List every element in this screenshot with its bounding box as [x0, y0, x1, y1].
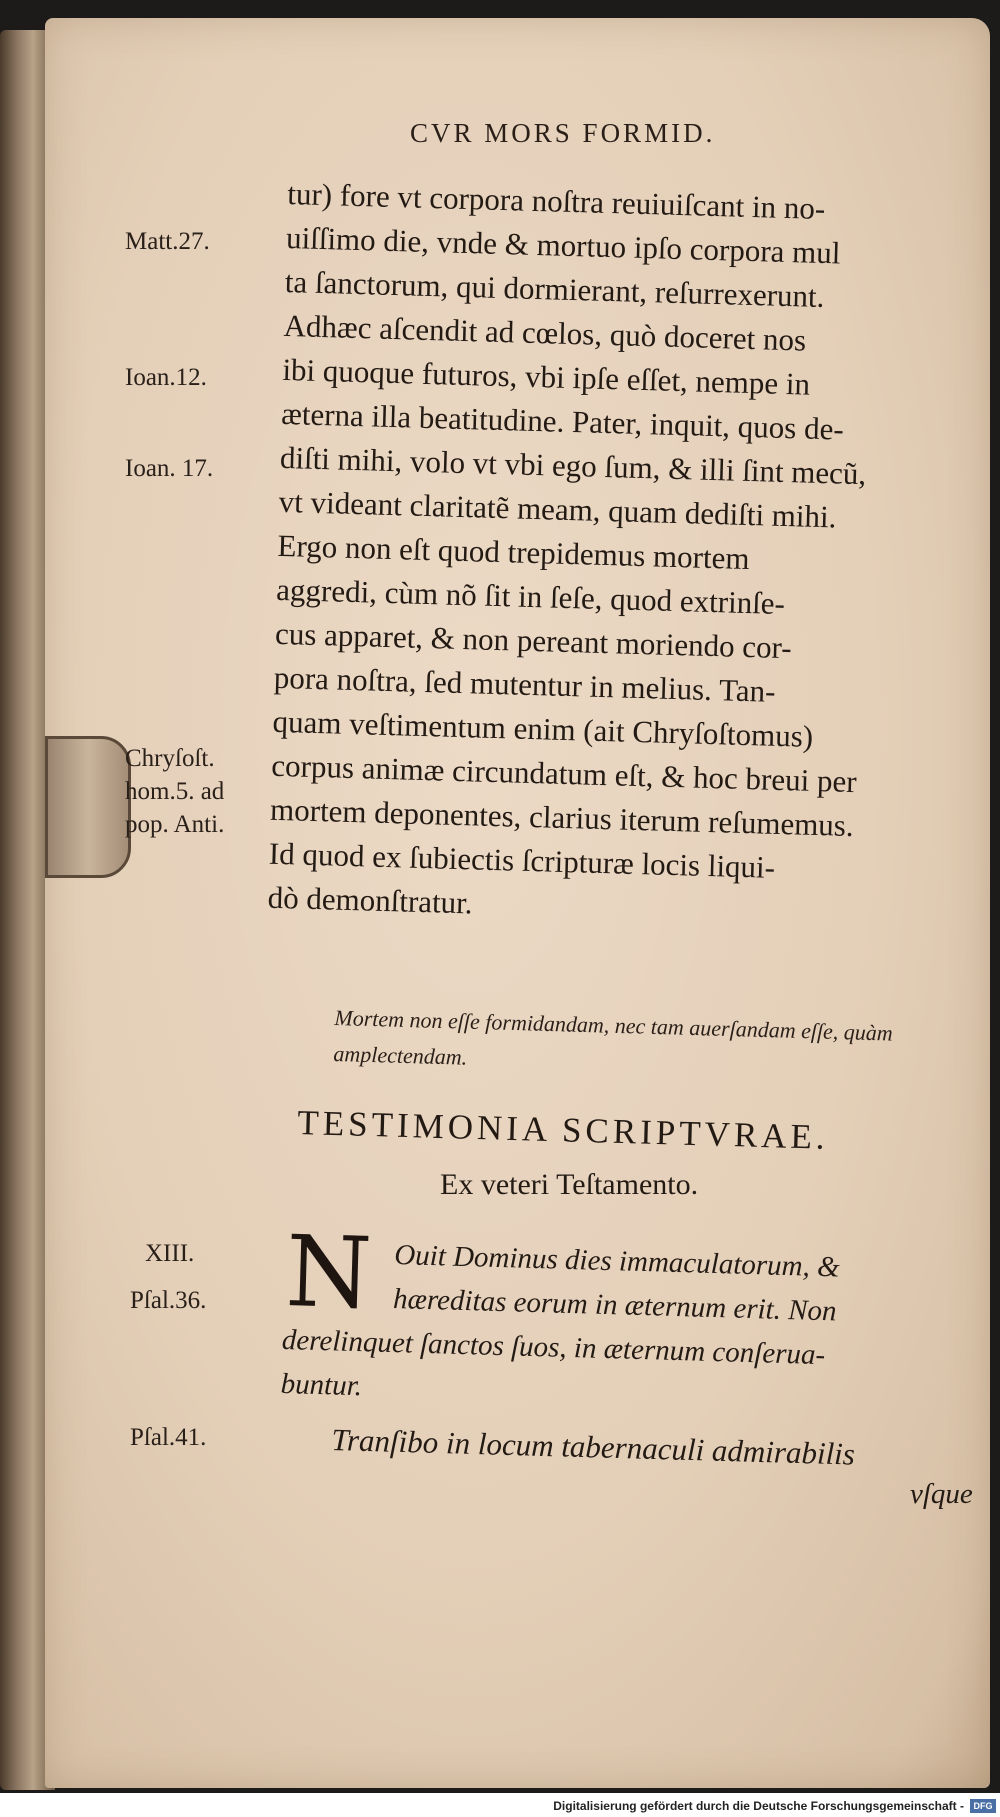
verse-line: Ouit Dominus dies immaculatorum, & [393, 1239, 841, 1284]
margin-note-hom: hom.5. ad [125, 778, 225, 805]
book-clasp [45, 736, 131, 878]
body-text [267, 172, 993, 939]
drop-cap-initial: N [284, 1215, 374, 1332]
body-line: uiſſimo die, vnde & mortuo ipſo corpora mul [285, 219, 841, 271]
margin-note-psal-36: Pſal.36. [130, 1287, 207, 1314]
body-line: corpus animæ circundatum eſt, & hoc breui per [270, 747, 858, 800]
verse-line: buntur. [280, 1367, 363, 1403]
funding-credit: Digitalisierung gefördert durch die Deutsche Forschungsgemeinschaft - [553, 1799, 964, 1813]
body-line: aggredi, cùm nõ ſit in ſeſe, quod extrinſe- [275, 571, 786, 622]
body-line: mortem deponentes, clarius iterum reſumemus. [269, 791, 855, 844]
body-line: dò demonſtratur. [267, 879, 474, 921]
body-line: Ergo non eſt quod trepidemus mortem [277, 527, 750, 577]
body-line: ibi quoque futuros, vbi ipſe eſſet, nempe in [281, 351, 811, 402]
body-line: Id quod ex ſubiectis ſcripturæ locis liqui- [268, 835, 776, 885]
dfg-logo-icon: DFG [970, 1799, 996, 1813]
body-line: Adhæc aſcendit ad cœlos, quò doceret nos [283, 307, 807, 358]
body-line: diſti mihi, volo vt vbi ego ſum, & illi ſint mecũ, [279, 439, 867, 492]
catchword: vſque [910, 1478, 973, 1510]
body-line: ta ſanctorum, qui dormierant, reſurrexerunt. [284, 263, 825, 315]
margin-note-ioan-12: Ioan.12. [125, 364, 207, 391]
rubric: Mortem non eſſe formidandam, nec tam auerſandam eſſe, quàm amplectendam. [333, 1004, 894, 1070]
margin-note-pop-anti: pop. Anti. [125, 811, 225, 838]
body-line: æterna illa beatitudine. Pater, inquit, quos de- [280, 395, 845, 447]
margin-note-psal-41: Pſal.41. [130, 1424, 207, 1451]
body-line: quam veſtimentum enim (ait Chryſoſtomus) [272, 703, 814, 754]
verse-psal-41: Tranſibo in locum tabernaculi admirabilis [331, 1422, 856, 1472]
verse-line: hæreditas eorum in æternum erit. Non [392, 1283, 837, 1328]
section-subtitle: Ex veteri Teſtamento. [440, 1168, 699, 1201]
body-line: vt videant claritatẽ meam, quam dediſti mihi. [278, 483, 837, 535]
running-head: CVR MORS FORMID. [410, 118, 716, 148]
margin-note-chrysost: Chryſoſt. [125, 745, 215, 772]
margin-note-ioan-17: Ioan. 17. [125, 455, 214, 482]
verse-line: derelinquet ſanctos ſuos, in æternum conſerua- [281, 1323, 826, 1372]
margin-note-xiii: XIII. [145, 1240, 195, 1267]
body-line: tur) fore vt corpora noſtra reuiuiſcant in no- [286, 175, 826, 227]
scripture-verse [280, 1215, 990, 1426]
section-title: TESTIMONIA SCRIPTVRAE. [296, 1103, 830, 1157]
margin-note-matt: Matt.27. [125, 228, 210, 255]
body-line: cus apparet, & non pereant moriendo cor- [274, 615, 793, 666]
body-line: pora noſtra, ſed mutentur in melius. Tan- [273, 659, 776, 709]
footer-bar [0, 1793, 1000, 1817]
